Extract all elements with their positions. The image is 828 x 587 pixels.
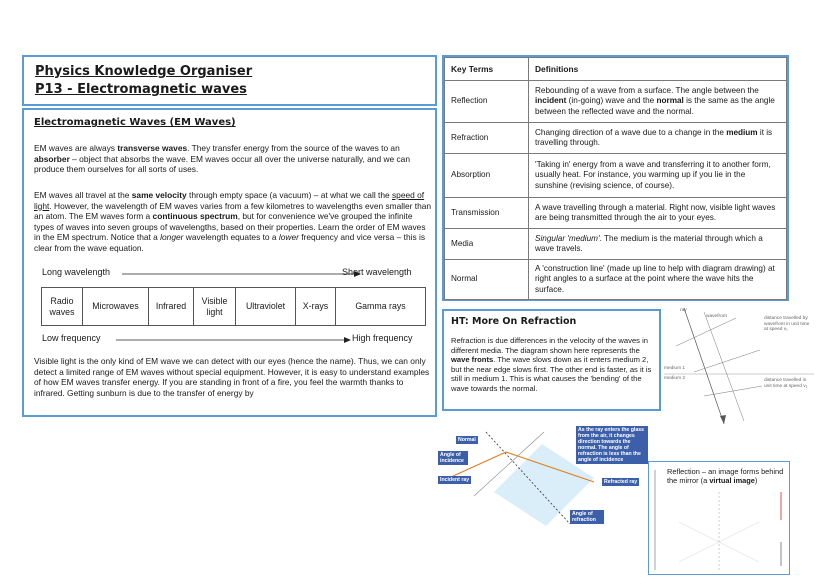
table-row	[445, 198, 787, 229]
key-terms-table	[444, 57, 787, 300]
ht-heading: HT: More On Refraction	[451, 316, 577, 327]
key-terms-header: Key Terms	[445, 58, 529, 81]
wavelength-arrow	[122, 270, 362, 278]
definition-reflection: Rebounding of a wave from a surface. The angle between the incident (in-going) wave and the normal is the same as the angle between the reflected wave and the normal.	[529, 81, 787, 123]
definition-absorption: 'Taking in' energy from a wave and transferring it to another form, usually heat. For instance, you warming up if you lie in the sunshine (revising science, of course).	[529, 154, 787, 198]
term-reflection: Reflection	[445, 81, 529, 123]
wavefront-note-top: distance travelled by wavefront in unit time at speed v₁	[764, 316, 810, 333]
spectrum-ultraviolet: Ultraviolet	[236, 288, 296, 325]
frequency-arrow	[116, 336, 352, 344]
wavefront-diagram	[664, 306, 814, 426]
low-frequency-label: Low frequency	[42, 333, 101, 343]
term-media: Media	[445, 229, 529, 260]
definitions-header: Definitions	[529, 58, 787, 81]
table-row	[445, 229, 787, 260]
table-row	[445, 154, 787, 198]
high-frequency-label: High frequency	[352, 333, 413, 343]
definition-normal: A 'construction line' (made up line to help with diagram drawing) at right angles to a surface at the point where the wave hits the surface.	[529, 260, 787, 300]
em-paragraph-2: EM waves all travel at the same velocity through empty space (a vacuum) – at what we call the speed of light. However, the wavelength of EM waves varies from a few kilometres to wavelengths even smaller than an atom. The EM waves form a continuous spectrum, but for convenience we've grouped the infinite types of waves into seven groups of wavelengths, based on their properties. Learn the order of EM waves in the EM spectrum. Notice that a longer wavelength equates to a lower frequency and vice versa – this is clear from the wave equation.	[34, 190, 432, 253]
spectrum-radio-waves: Radio waves	[42, 288, 83, 325]
term-absorption: Absorption	[445, 154, 529, 198]
definition-media: Singular 'medium'. The medium is the material through which a wave travels.	[529, 229, 787, 260]
medium-1-label: medium 1	[664, 366, 686, 371]
ht-paragraph: Refraction is due differences in the velocity of the waves in different media. The diagram shown here represents the wave fronts. The wave slows down as it enters medium 2, but the near edge slows first. The other end is faster, as it is still in medium 1. This is what causes the 'bending' of the wave towards the normal.	[451, 336, 652, 393]
refraction-note-tag: As the ray enters the glass from the air, it changes direction towards the normal. The angle of refraction is less than the angle of incidence	[576, 426, 648, 464]
em-spectrum-table	[41, 287, 426, 326]
em-paragraph-1: EM waves are always transverse waves. They transfer energy from the source of the waves to an absorber – object that absorbs the wave. EM waves occur all over the universe naturally, and we can produce them ourselves for all sorts of uses.	[34, 143, 410, 175]
definition-transmission: A wave travelling through a material. Right now, visible light waves are being transmitted through the air to your eyes.	[529, 198, 787, 229]
table-row	[445, 81, 787, 123]
wavefront-label: wavefront	[706, 314, 727, 319]
term-transmission: Transmission	[445, 198, 529, 229]
table-row	[445, 260, 787, 300]
em-waves-box	[22, 108, 437, 417]
key-terms-box	[442, 55, 789, 301]
angle-of-incidence-tag: Angle of incidence	[438, 451, 468, 465]
ht-refraction-box	[442, 309, 661, 411]
medium-2-label: medium 2	[664, 376, 686, 381]
title-box	[22, 55, 437, 106]
mirror-box	[648, 461, 790, 575]
definition-refraction: Changing direction of a wave due to a change in the medium it is travelling through.	[529, 123, 787, 154]
wavefront-note-bottom: distance travelled in unit time at speed v₂	[764, 378, 808, 389]
table-header-row	[445, 58, 787, 81]
spectrum-visible-light: Visible light	[194, 288, 236, 325]
em-section-heading: Electromagnetic Waves (EM Waves)	[34, 117, 236, 128]
spectrum-infrared: Infrared	[149, 288, 194, 325]
mirror-diagram	[649, 462, 791, 576]
term-refraction: Refraction	[445, 123, 529, 154]
wavefront-ray-label: ray	[680, 308, 687, 313]
long-wavelength-label: Long wavelength	[42, 267, 111, 277]
normal-tag: Normal	[458, 437, 476, 443]
refracted-ray-tag: Refracted ray	[604, 479, 638, 485]
angle-of-refraction-tag: Angle of refraction	[570, 510, 604, 524]
refraction-diagram	[434, 424, 648, 528]
incident-ray-tag: Incident ray	[440, 477, 470, 483]
em-paragraph-3: Visible light is the only kind of EM wave we can detect with our eyes (hence the name). Thus, we can only detect a limited range of EM waves without special equipment. However, it is easy to understand examples of how EM waves transfer energy. If you are standing in front of a fire, you feel the warmth thanks to infrared. Getting sunburn is due to the transfer of energy by	[34, 356, 430, 398]
page-title: Physics Knowledge Organiser	[35, 64, 253, 79]
spectrum-x-rays: X-rays	[296, 288, 336, 325]
mirror-caption: Reflection – an image forms behind the mirror (a virtual image)	[667, 467, 784, 485]
term-normal: Normal	[445, 260, 529, 300]
short-wavelength-label: Short wavelength	[342, 267, 412, 277]
spectrum-microwaves: Microwaves	[83, 288, 149, 325]
page-subtitle: P13 - Electromagnetic waves	[35, 82, 247, 97]
spectrum-gamma-rays: Gamma rays	[355, 301, 406, 312]
table-row	[445, 123, 787, 154]
